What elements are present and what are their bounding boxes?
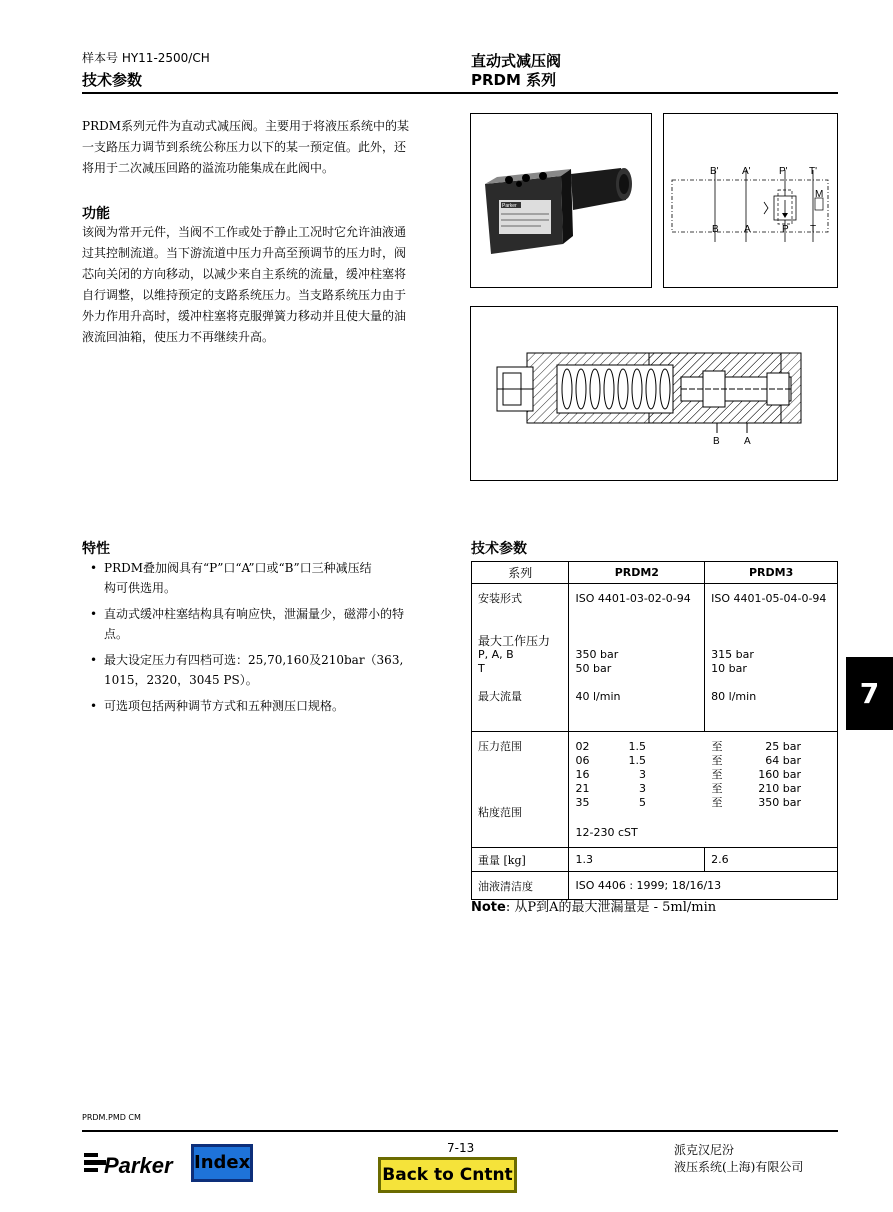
spec-table [471, 561, 838, 900]
col-series: 系列 [472, 562, 569, 584]
index-button[interactable]: Index [191, 1144, 253, 1182]
intro-text: PRDM系列元件为直动式减压阀。主要用于将液压系统中的某 一支路压力调节到系统公称压力以下的某一预定值。此外，还 将用于二次减压回路的溢流功能集成在此阀中。 [82, 119, 410, 175]
col-prdm3: PRDM3 [705, 562, 838, 584]
footer-rule [82, 1130, 838, 1132]
pressure-ports: P, A, B [478, 648, 514, 661]
weight-prdm2: 1.3 [569, 848, 705, 872]
cleanliness-value: ISO 4406 : 1999; 18/16/13 [569, 872, 838, 900]
symbol-label-a: A [744, 224, 751, 235]
feature-item: • PRDM叠加阀具有“P”口“A”口或“B”口三种减压结 构可供选用。 [82, 558, 457, 598]
note-label: Note [471, 900, 506, 915]
feature-item: • 最大设定压力有四档可选：25,70,160及210bar（363, 1015，2320，3045 PS）。 [82, 650, 457, 690]
photo-logo: Parker [502, 203, 517, 209]
pressure-prdm2: 350 bar [575, 648, 619, 661]
pressure-t-prdm3: 10 bar [711, 662, 747, 675]
function-text: 该阀为常开元件，当阀不工作或处于静止工况时它允许油液通 过其控制流道。当下游流道中压力升高至预调节的压力时，阀 芯向关闭的方向移动，以减少来自主系统的流量，缓冲柱塞将 自行调整，以维持预定的支路系统压力。当支路系统压力由于 外力作用升高时，缓冲柱塞将克服弹簧力移动并且使大量的油 液流回油箱，使压力不再继续升高。 [82, 225, 407, 344]
spec-title: 技术参数 [471, 541, 527, 557]
hydraulic-symbol [663, 113, 838, 288]
mount-prdm3: ISO 4401-05-04-0-94 [711, 592, 827, 605]
viscosity-label: 粘度范围 [478, 806, 522, 819]
feature-item: • 可选项包括两种调节方式和五种测压口规格。 [82, 696, 457, 716]
company-name: 派克汉尼汾 [674, 1143, 735, 1157]
flow-label: 最大流量 [478, 690, 522, 703]
parker-logo [82, 1143, 186, 1181]
col-prdm2: PRDM2 [569, 562, 705, 584]
symbol-label-t: T [810, 224, 817, 235]
pressure-label: 最大工作压力 [478, 634, 551, 648]
catalog-number: 样本号 HY11-2500/CH [82, 51, 210, 65]
features-title: 特性 [82, 541, 110, 557]
symbol-label-b-prime: B' [710, 166, 719, 177]
section-drawing [470, 306, 838, 481]
symbol-label-p-prime: P' [779, 166, 788, 177]
flow-prdm2: 40 l/min [575, 690, 621, 703]
symbol-label-m: M [815, 189, 824, 200]
cleanliness-label: 油液清洁度 [472, 872, 569, 900]
symbol-label-p: P [782, 224, 789, 235]
company-division: 液压系统(上海)有限公司 [674, 1160, 804, 1174]
weight-label: 重量 [kg] [472, 848, 569, 872]
features-list [82, 558, 457, 722]
series-title: PRDM 系列 [471, 71, 557, 89]
drawing-label-a: A [744, 436, 751, 447]
section-title: 技术参数 [82, 71, 143, 89]
page-number: 7-13 [447, 1141, 475, 1155]
chapter-tab: 7 [846, 657, 893, 730]
flow-prdm3: 80 l/min [711, 690, 757, 703]
note-text: : 从P到A的最大泄漏量是 - 5ml/min [505, 900, 717, 915]
symbol-label-t-prime: T' [809, 166, 818, 177]
pressure-prdm3: 315 bar [711, 648, 754, 661]
range-label: 压力范围 [478, 740, 522, 753]
note [471, 896, 716, 915]
viscosity-value: 12-230 cST [575, 826, 638, 839]
back-to-contents-button[interactable]: Back to Cntnt [378, 1157, 517, 1193]
symbol-label-a-prime: A' [742, 166, 751, 177]
weight-prdm3: 2.6 [705, 848, 838, 872]
mount-prdm2: ISO 4401-03-02-0-94 [575, 592, 691, 605]
valve-photo [470, 113, 652, 288]
pressure-t: T [478, 662, 485, 675]
feature-item: • 直动式缓冲柱塞结构具有响应快，泄漏量少，磁滞小的特 点。 [82, 604, 457, 644]
symbol-label-b: B [712, 224, 719, 235]
header-rule [82, 92, 838, 94]
parker-logo-text: Parker [104, 1153, 173, 1178]
footer-file: PRDM.PMD CM [82, 1113, 141, 1122]
range-rows: 02 06 16 21 35 1.5 1.5 3 3 5 至 至 至 至 至 25 bar 64 bar 160 bar 210 bar 350 bar [575, 740, 801, 809]
pressure-t-prdm2: 50 bar [575, 662, 612, 675]
mount-label: 安装形式 [478, 592, 522, 605]
function-title: 功能 [82, 206, 110, 222]
drawing-label-b: B [713, 436, 720, 447]
product-title: 直动式减压阀 [471, 52, 562, 70]
